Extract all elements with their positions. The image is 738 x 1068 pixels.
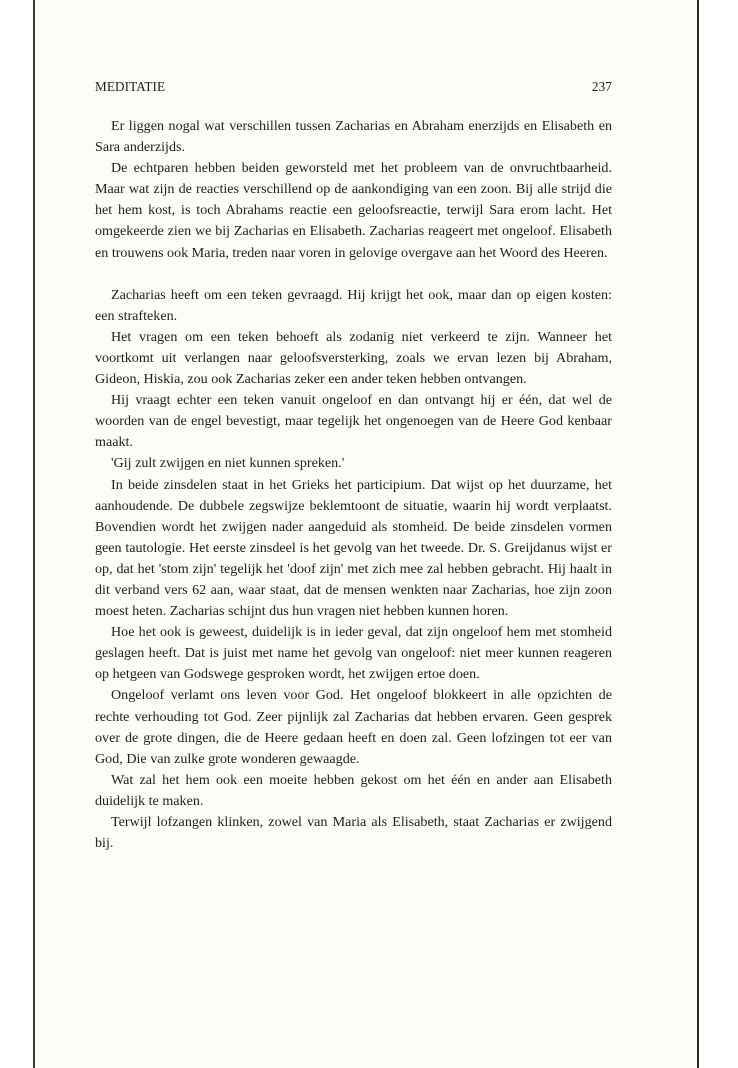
paragraph: Wat zal het hem ook een moeite hebben gekost om het één en ander aan Elisabeth duidelijk te maken. [95,771,612,809]
paragraph: Terwijl lofzangen klinken, zowel van Maria als Elisabeth, staat Zacharias er zwijgend bij. [95,814,612,852]
paragraph: Hoe het ook is geweest, duidelijk is in ieder geval, dat zijn ongeloof hem met stomheid geslagen heeft. Dat is juist met name het gevolg van ongeloof: niet meer kunnen reageren op hetgeen van Godswege gesproken wordt, het zwijgen ertoe doen. [95,624,612,683]
running-head [95,79,612,97]
page-number: 237 [591,79,612,94]
paragraph: Hij vraagt echter een teken vanuit ongeloof en dan ontvangt hij er één, dat wel de woorden van de engel bevestigt, maar tegelijk het ongenoegen van de Heere God kenbaar maakt. [95,392,612,451]
running-head-title: MEDITATIE [95,79,166,94]
paragraph: Ongeloof verlamt ons leven voor God. Het ongeloof blokkeert in alle opzichten de rechte verhouding tot God. Zeer pijnlijk zal Zacharias dat hebben ervaren. Geen gesprek over de grote dingen, die de Heere gedaan heeft en doen zal. Geen lofzingen tot eer van God, Die van zulke grote wonderen gewaagde. [95,687,612,767]
quotation: 'Gij zult zwijgen en niet kunnen spreken.' [111,455,345,472]
paragraph: Er liggen nogal wat verschillen tussen Zacharias en Abraham enerzijds en Elisabeth en Sara anderzijds. [95,118,612,156]
body-text [95,116,612,854]
paragraph: De echtparen hebben beiden geworsteld met het probleem van de onvruchtbaarheid. Maar wat zijn de reacties verschillend op de aankondiging van een zoon. Bij alle strijd die het hem kost, is toch Abrahams reactie een geloofsreactie, terwijl Sara erom lacht. Het omgekeerde zien we bij Zacharias en Elisabeth. Zacharias reageert met ongeloof. Elisabeth en trouwens ook Maria, treden naar voren in gelovige overgave aan het Woord des Heeren. [95,160,612,261]
paragraph: Het vragen om een teken behoeft als zodanig niet verkeerd te zijn. Wanneer het voortkomt uit verlangen naar geloofsversterking, zoals we ervan lezen bij Abraham, Gideon, Hiskia, zou ook Zacharias zeker een ander teken hebben ontvangen. [95,328,612,388]
paragraph: In beide zinsdelen staat in het Grieks het participium. Dat wijst op het duurzame, het aanhoudende. De dubbele zegswijze beklemtoont de situatie, waarin hij wordt verplaatst. Bovendien wordt het zwijgen nader aangeduid als stomheid. De beide zinsdelen vormen geen tautologie. Het eerste zinsdeel is het gevolg van het tweede. Dr. S. Greijdanus wijst er op, dat het 'stom zijn' tegelijk het 'doof zijn' met zich mee zal hebben gebracht. Hij haalt in dit verband vers 62 aan, waar staat, dat de mensen wenkten naar Zacharias, hoe zijn zoon moest heten. Zacharias schijnt dus hun vragen niet hebben kunnen horen. [95,476,612,620]
page-left-edge [33,0,35,1068]
page-right-edge [697,0,699,1068]
paragraph: Zacharias heeft om een teken gevraagd. Hij krijgt het ook, maar dan op eigen kosten: een strafteken. [95,286,612,324]
